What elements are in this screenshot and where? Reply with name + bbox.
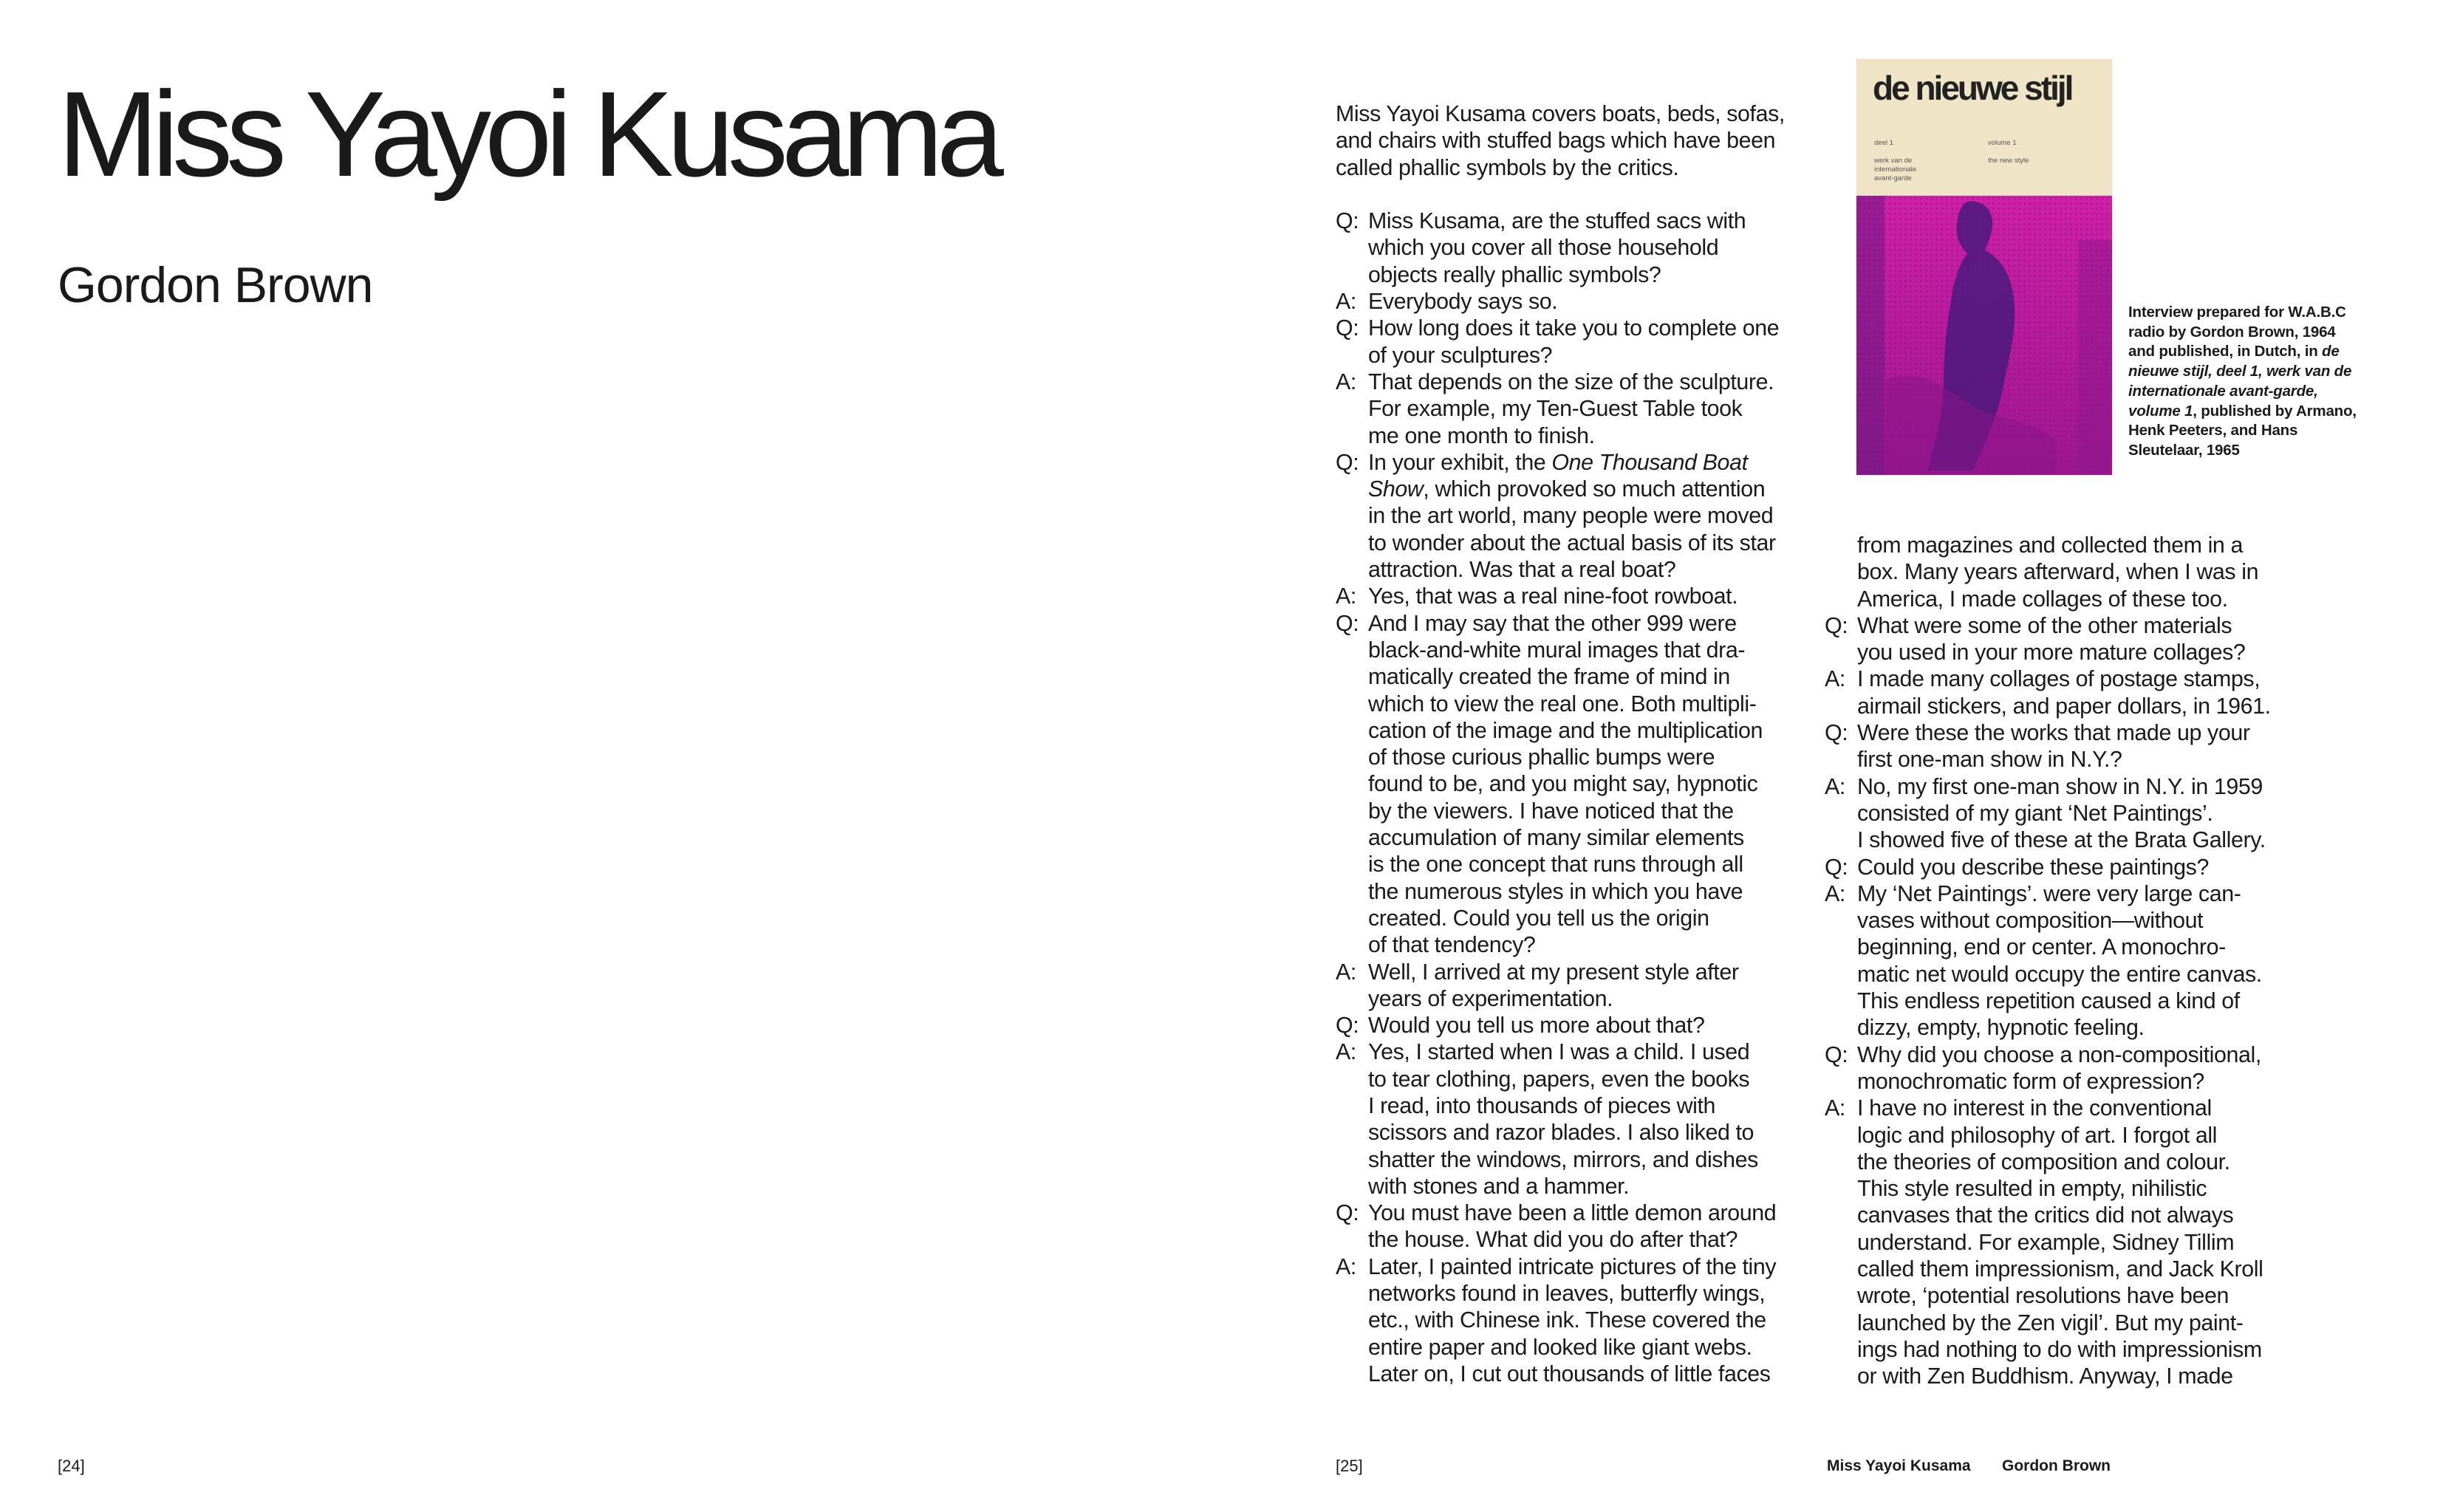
question-3 <box>1336 449 1808 583</box>
question-5 <box>1336 1012 1808 1039</box>
question-text: Were these the works that made up your first one-man show in N.Y.? <box>1857 720 2250 773</box>
answer-marker: A: <box>1825 880 1845 906</box>
page-title: Miss Yayoi Kusama <box>58 66 997 202</box>
answer-text: Everybody says so. <box>1368 289 1558 315</box>
question-marker: Q: <box>1336 208 1359 234</box>
question-8 <box>1825 719 2297 773</box>
caption-publisher: , published by Armano, Henk Peeters, and Hans Sleutelaar, 1965 <box>2128 402 2357 459</box>
question-10 <box>1825 1041 2297 1095</box>
answer-text: My ‘Net Paintings’. were very large can- vases without composition—without beginning, end or center. A monochro- matic net would occupy the entire canvas. This endless repetition caused a kind of dizzy, empty, hypnotic feeling. <box>1857 880 2262 1041</box>
answer-marker: A: <box>1336 959 1356 985</box>
question-text: And I may say that the other 999 were black-and-white mural images that dra- matically created the frame of mind in which to view the real one. Both multipli- cation of the image and the multiplication of those curious phallic bumps were found to be, and you might say, hypnotic by the viewers. I have noticed that the accumulation of many similar elements is the one concept that runs through all the numerous styles in which you have created. Could you tell us the origin of that tendency? <box>1368 610 1763 958</box>
question-marker: Q: <box>1336 610 1359 636</box>
question-9 <box>1825 854 2297 880</box>
question-1 <box>1336 208 1808 288</box>
answer-2 <box>1336 369 1808 449</box>
cover-info-english: volume 1 the new style <box>1988 139 2029 165</box>
answer-marker: A: <box>1336 1039 1356 1065</box>
answer-text: I have no interest in the conventional logic and philosophy of art. I forgot all the theories of composition and colour. This style resulted in empty, nihilistic canvases that the critics did not always understand. For example, Sidney Tillim called them impressionism, and Jack Kroll wrote, ‘potential resolutions have been launched by the Zen vigil’. But my paint- ings had nothing to do with impressionism or with Zen Buddhism. Anyway, I made <box>1857 1095 2263 1389</box>
answer-text: Yes, that was a real nine-foot rowboat. <box>1368 584 1738 609</box>
answer-text: I made many collages of postage stamps, airmail stickers, and paper dollars, in 1961. <box>1857 666 2271 719</box>
question-text: You must have been a little demon around the house. What did you do after that? <box>1368 1200 1777 1253</box>
answer-3 <box>1336 583 1808 609</box>
question-marker: Q: <box>1825 612 1848 638</box>
answer-marker: A: <box>1336 289 1356 315</box>
caption-publication: de nieuwe stijl, deel 1, werk van de internationale avant-garde, volume 1 <box>2128 343 2352 420</box>
magazine-cover <box>1856 59 2112 475</box>
answer-6-continued: from magazines and collected them in a box. Many years afterward, when I was in America, I made collages of these too. <box>1857 533 2259 612</box>
answer-marker: A: <box>1336 1253 1356 1279</box>
answer-text: That depends on the size of the sculpture. For example, my Ten-Guest Table took me one month to finish. <box>1368 369 1774 448</box>
answer-10 <box>1825 1095 2297 1389</box>
cover-side-panel <box>2078 240 2112 475</box>
cover-header <box>1856 59 2112 196</box>
cover-caption <box>2128 303 2365 461</box>
caption-text: Interview prepared for W.A.B.C radio by Gordon Brown, 1964 and published, in Dutch, in <box>2128 304 2346 360</box>
answer-1 <box>1336 288 1808 315</box>
running-head-title: Miss Yayoi Kusama <box>1827 1457 1971 1474</box>
magazine-title: de nieuwe stijl <box>1873 69 2072 107</box>
interview-column-1 <box>1336 100 1808 1387</box>
question-text: What were some of the other materials you used in your more mature collages? <box>1857 612 2246 666</box>
answer-marker: A: <box>1336 369 1356 394</box>
question-text: Would you tell us more about that? <box>1368 1013 1705 1039</box>
interview-column-2 <box>1825 532 2297 1390</box>
question-text: Could you describe these paintings? <box>1857 854 2209 880</box>
question-4 <box>1336 610 1808 959</box>
question-text: Why did you choose a non-compositional, monochromatic form of expression? <box>1857 1041 2261 1094</box>
page-number-left: [24] <box>58 1457 85 1475</box>
answer-marker: A: <box>1825 773 1845 799</box>
answer-marker: A: <box>1825 666 1845 692</box>
running-head-author: Gordon Brown <box>2002 1457 2111 1474</box>
question-text: Miss Kusama, are the stuffed sacs with which you cover all those household objects really phallic symbols? <box>1368 208 1746 287</box>
answer-text: Yes, I started when I was a child. I used to tear clothing, papers, even the books I read, into thousands of pieces with scissors and razor blades. I also liked to shatter the windows, mirrors, and dishes with stones and a hammer. <box>1368 1039 1758 1199</box>
answer-marker: A: <box>1825 1095 1845 1121</box>
question-marker: Q: <box>1336 1200 1359 1226</box>
paragraph-spacer <box>1336 181 1808 208</box>
exhibition-title: One Thousand Boat Show <box>1368 449 1748 502</box>
question-text-end: , which provoked so much attention in the art world, many people were moved to wonder about the actual basis of its star attraction. Was that a real boat? <box>1368 476 1776 583</box>
cover-dark-edge <box>1856 196 1885 475</box>
answer-5 <box>1336 1039 1808 1200</box>
cover-photo <box>1856 196 2112 475</box>
answer-7 <box>1825 666 2297 719</box>
cover-info-dutch: deel 1 werk van de internationale avant-garde <box>1874 139 1917 182</box>
question-2 <box>1336 315 1808 369</box>
question-marker: Q: <box>1825 1041 1848 1067</box>
question-marker: Q: <box>1825 720 1848 746</box>
question-text <box>1368 449 1808 583</box>
question-marker: Q: <box>1336 315 1359 341</box>
question-marker: Q: <box>1336 449 1359 475</box>
answer-text: No, my first one-man show in N.Y. in 1959 consisted of my giant ‘Net Paintings’. I showed five of these at the Brata Gallery. <box>1857 773 2266 853</box>
question-marker: Q: <box>1825 854 1848 880</box>
answer-8 <box>1825 773 2297 854</box>
page-number-right: [25] <box>1336 1457 1363 1475</box>
author-name: Gordon Brown <box>58 257 373 313</box>
answer-marker: A: <box>1336 584 1356 609</box>
intro-paragraph: Miss Yayoi Kusama covers boats, beds, sofas, and chairs with stuffed bags which have been called phallic symbols by the critics. <box>1336 101 1785 180</box>
question-marker: Q: <box>1336 1013 1359 1039</box>
question-6 <box>1336 1200 1808 1253</box>
question-7 <box>1825 612 2297 666</box>
answer-text: Well, I arrived at my present style after years of experimentation. <box>1368 959 1739 1011</box>
answer-4 <box>1336 959 1808 1013</box>
answer-6 <box>1336 1253 1808 1387</box>
question-text-start: In your exhibit, the <box>1368 449 1552 475</box>
question-text: How long does it take you to complete one of your sculptures? <box>1368 315 1780 368</box>
answer-9 <box>1825 880 2297 1041</box>
answer-text: Later, I painted intricate pictures of the tiny networks found in leaves, butterfly wings, etc., with Chinese ink. These covered the entire paper and looked like giant webs. Later on, I cut out thousands of little faces <box>1368 1253 1777 1386</box>
